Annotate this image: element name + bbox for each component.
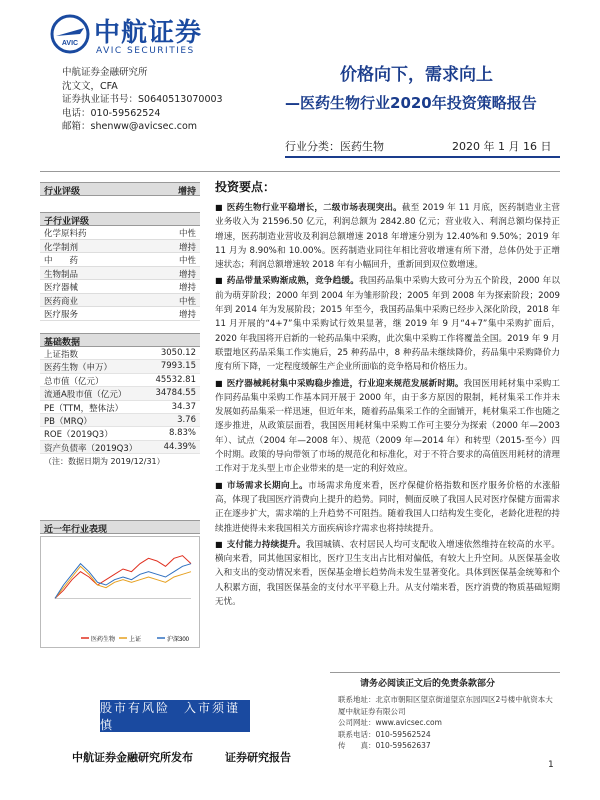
industry-rating	[40, 182, 200, 196]
svg-text:AVIC: AVIC	[61, 40, 79, 47]
company-tel: 联系电话：010-59562524	[338, 729, 431, 739]
brand-cn: 中航证券	[94, 18, 203, 48]
performance-header: 近一年行业表现	[40, 520, 200, 534]
brand-en: AVIC SECURITIES	[96, 46, 195, 56]
risk-warning-banner: 股市有风险 入市须谨慎	[100, 700, 250, 732]
basic-data-row	[40, 414, 200, 427]
sub-rating-name: 医疗器械	[44, 283, 79, 293]
data-value: 7993.15	[160, 361, 196, 372]
sub-industry-ratings	[40, 212, 200, 321]
basic-data-row	[40, 401, 200, 414]
basic-data-row	[40, 387, 200, 400]
avic-emblem-icon	[50, 14, 90, 54]
data-name: 资产负债率（2019Q3）	[44, 443, 138, 454]
paragraph-text: 截至 2019 年 11 月底，医药制造业主营业务收入为 21596.50 亿元，利润总额为 2842.80 亿元；营业收入、利润总额均保持正增速，医药制造业营收及利润总额增速 2018 年增速分别为 12.40%和 9.50%；2019 年 11 月为 8.90%和 10.00%。医药制造业同往年相比营收增速有所下滑，总体仍处于正增速状态；利润总额增速较 2018 年有小幅回升，重新回到双位数增速。	[215, 203, 560, 271]
highlights-heading: 投资要点：	[215, 180, 276, 194]
data-value: 8.83%	[168, 428, 196, 439]
sub-rating-row	[40, 307, 200, 321]
performance-chart	[40, 536, 200, 648]
sub-rating-row	[40, 253, 200, 267]
rating-value: 增持	[177, 187, 196, 197]
title-divider	[285, 156, 560, 158]
report-subtitle: —医药生物行业2020年投资策略报告	[285, 94, 537, 112]
sub-rating-name: 化学原料药	[44, 229, 87, 239]
highlight-paragraph	[215, 538, 560, 609]
sub-rating-name: 中 药	[44, 256, 79, 266]
sub-rating-value: 增持	[178, 310, 196, 320]
paragraph-text: 我国药品集中采购大致可分为五个阶段，2000 年以前为萌芽阶段；2000 年到 2004 年为雏形阶段；2005 年到 2008 年为探索阶段；2009 年到 2014 年为发展阶段；2015 年至今，我国药品集中采购已经步入深化阶段，2018 年 11 月开展的“4+7”集中采购试行效果显著，继 2019 年 9 月“4+7”集中采购扩面后，2020 年我国将开启新的一轮药品集中采购，此次集中采购工作将覆盖全国。2019 年 9 月联盟地区药品采集工作实施后，25 种药品中，8 种药品未继续降价，药品集中采购降价力度有所下降，一定程度缓解生产企业所面临的竞争格局和价格压力。	[215, 276, 561, 373]
sub-rating-name: 化学制剂	[44, 242, 79, 253]
sub-rating-header: 子行业评级	[40, 212, 200, 226]
company-fax: 传 真：010-59562637	[338, 741, 431, 750]
basic-data-row	[40, 441, 200, 454]
contact-phone: 电话：010-59562524	[62, 107, 161, 119]
contact-org: 中航证券金融研究所	[62, 67, 148, 78]
legend-label: 上证	[129, 637, 142, 643]
paragraph-lead: 市场需求长期向上。	[226, 480, 309, 491]
legend-label: 沪深300	[167, 637, 190, 643]
paragraph-text: 我国医用耗材集中采购工作同药品集中采购工作基本同开展于 2000 年，由于多方原因的限制，耗材集采工作并未发展如药品集采一样迅速，但近年来，随着药品集采工作的全面铺开，耗材集采工作也随之逐步推进，从政策层面看，我国医用耗材集中采购工作可主要分为探索（2000 年—2003 年）、试点（2004 年—2008 年）、规范（2009 年—2014 年）和转型（2015-至今）四个时期。政策的导向带领了市场的规范化和标准化，对于不符合要求的高值医用耗材的清理工作对于龙头型上市企业带来的是一定的利好效应。	[215, 378, 560, 475]
data-value: 34784.55	[155, 388, 196, 399]
report-date: 2020 年 1 月 16 日	[452, 140, 552, 153]
basic-data-row	[40, 427, 200, 440]
data-value: 34.37	[171, 401, 196, 412]
disclaimer-divider	[330, 672, 560, 673]
company-address: 联系地址：北京市朝阳区望京街道望京东园四区2号楼中航资本大厦中航证券有限公司	[338, 695, 553, 716]
paragraph-lead: 医药生物行业平稳增长，二级市场表现突出。	[226, 203, 402, 213]
paragraph-lead: 药品带量采购渐成熟，竞争趋缓。	[226, 276, 360, 287]
chart-series-line-1	[55, 566, 191, 598]
basic-data-row	[40, 347, 200, 360]
paragraph-text: 市场需求角度来看，医疗保健价格指数和医疗服务价格的水涨船高，体现了我国医疗消费向上提升的趋势。同时，侧面反映了我国人民对医疗保健方面需求正在逐步扩大，需求端的上升趋势不可阻挡。随着我国人口结构发生变化，老龄化进程的持续推进使得未来我国相关方面疾病诊疗需求也将持续提升。	[215, 480, 560, 534]
report-title: 价格向下，需求向上	[340, 65, 493, 85]
performance-chart-svg	[41, 537, 199, 647]
basic-data-header: 基础数据	[40, 333, 200, 347]
sub-rating-value: 增持	[178, 283, 196, 293]
disclaimer-heading: 请务必阅读正文后的免责条款部分	[360, 679, 496, 689]
sub-rating-row	[40, 240, 200, 254]
sub-rating-value: 增持	[178, 269, 196, 280]
avic-logo	[50, 12, 203, 60]
highlight-paragraph	[215, 377, 560, 477]
performance-header-wrap	[40, 520, 200, 534]
contact-email: 邮箱：shenww@avicsec.com	[62, 121, 198, 132]
data-value: 3.76	[177, 414, 196, 425]
data-value: 3050.12	[160, 348, 196, 358]
sub-rating-value: 增持	[178, 242, 196, 253]
data-value: 45532.81	[155, 374, 196, 385]
data-name: 上证指数	[44, 350, 79, 360]
paragraph-lead: 医疗器械耗材集中采购稳步推进，行业迎来规范发展新时期。	[226, 378, 464, 389]
sub-rating-row	[40, 226, 200, 240]
sub-rating-name: 生物制品	[44, 269, 79, 280]
sub-rating-row	[40, 280, 200, 294]
highlight-paragraph	[215, 201, 560, 272]
industry-category: 行业分类：医药生物	[285, 140, 384, 153]
basic-data	[40, 333, 200, 469]
footer-report-type: 证券研究报告	[225, 751, 291, 764]
paragraph-lead: 支付能力持续提升。	[226, 539, 306, 550]
header-divider	[40, 171, 560, 172]
basic-data-row	[40, 374, 200, 387]
sub-rating-name: 医药商业	[44, 296, 79, 307]
sub-rating-name: 医疗服务	[44, 310, 79, 320]
footer-publisher: 中航证券金融研究所发布	[72, 751, 193, 764]
page-number: 1	[548, 760, 554, 770]
legend-label: 医药生物	[91, 637, 116, 643]
data-name: PB（MRQ）	[44, 416, 92, 427]
basic-data-row	[40, 360, 200, 373]
analyst-contact	[62, 66, 223, 134]
company-contact-block	[338, 694, 560, 752]
rating-header: 行业评级 增持	[40, 182, 200, 196]
data-name: 医药生物（申万）	[44, 363, 113, 374]
contact-cert: 证券执业证书号：S0640513070003	[62, 94, 223, 105]
data-value: 44.39%	[163, 441, 196, 452]
sub-rating-value: 中性	[178, 229, 196, 239]
data-name: 流通A股市值（亿元）	[44, 390, 127, 401]
sub-rating-value: 中性	[178, 256, 196, 266]
data-name: ROE（2019Q3）	[44, 430, 113, 441]
data-name: 总市值（亿元）	[44, 376, 104, 387]
contact-analyst: 沈文文，CFA	[62, 80, 118, 92]
sub-rating-value: 中性	[178, 296, 196, 307]
sub-rating-row	[40, 294, 200, 308]
investment-highlights	[215, 178, 560, 611]
highlight-paragraph	[215, 479, 560, 536]
highlight-paragraph	[215, 274, 560, 374]
company-website: 公司网址：www.avicsec.com	[338, 718, 442, 727]
data-name: PE（TTM，整体法）	[44, 403, 124, 414]
data-date-note: （注：数据日期为 2019/12/31）	[44, 457, 165, 467]
paragraph-text: 我国城镇、农村居民人均可支配收入增速依然维持在较高的水平。横向来看，同其他国家相比，医疗卫生支出占比相对偏低，有较大上升空间。从医保基金收入和支出的变动情况来看，医保基金增长趋势尚未发生显著变化。具体到医保基金统筹和个人积累方面，我国医保基金的支付水平平稳上升。从支付端来看，医疗消费的物质基础短期无忧。	[215, 539, 560, 608]
sub-rating-row	[40, 267, 200, 281]
